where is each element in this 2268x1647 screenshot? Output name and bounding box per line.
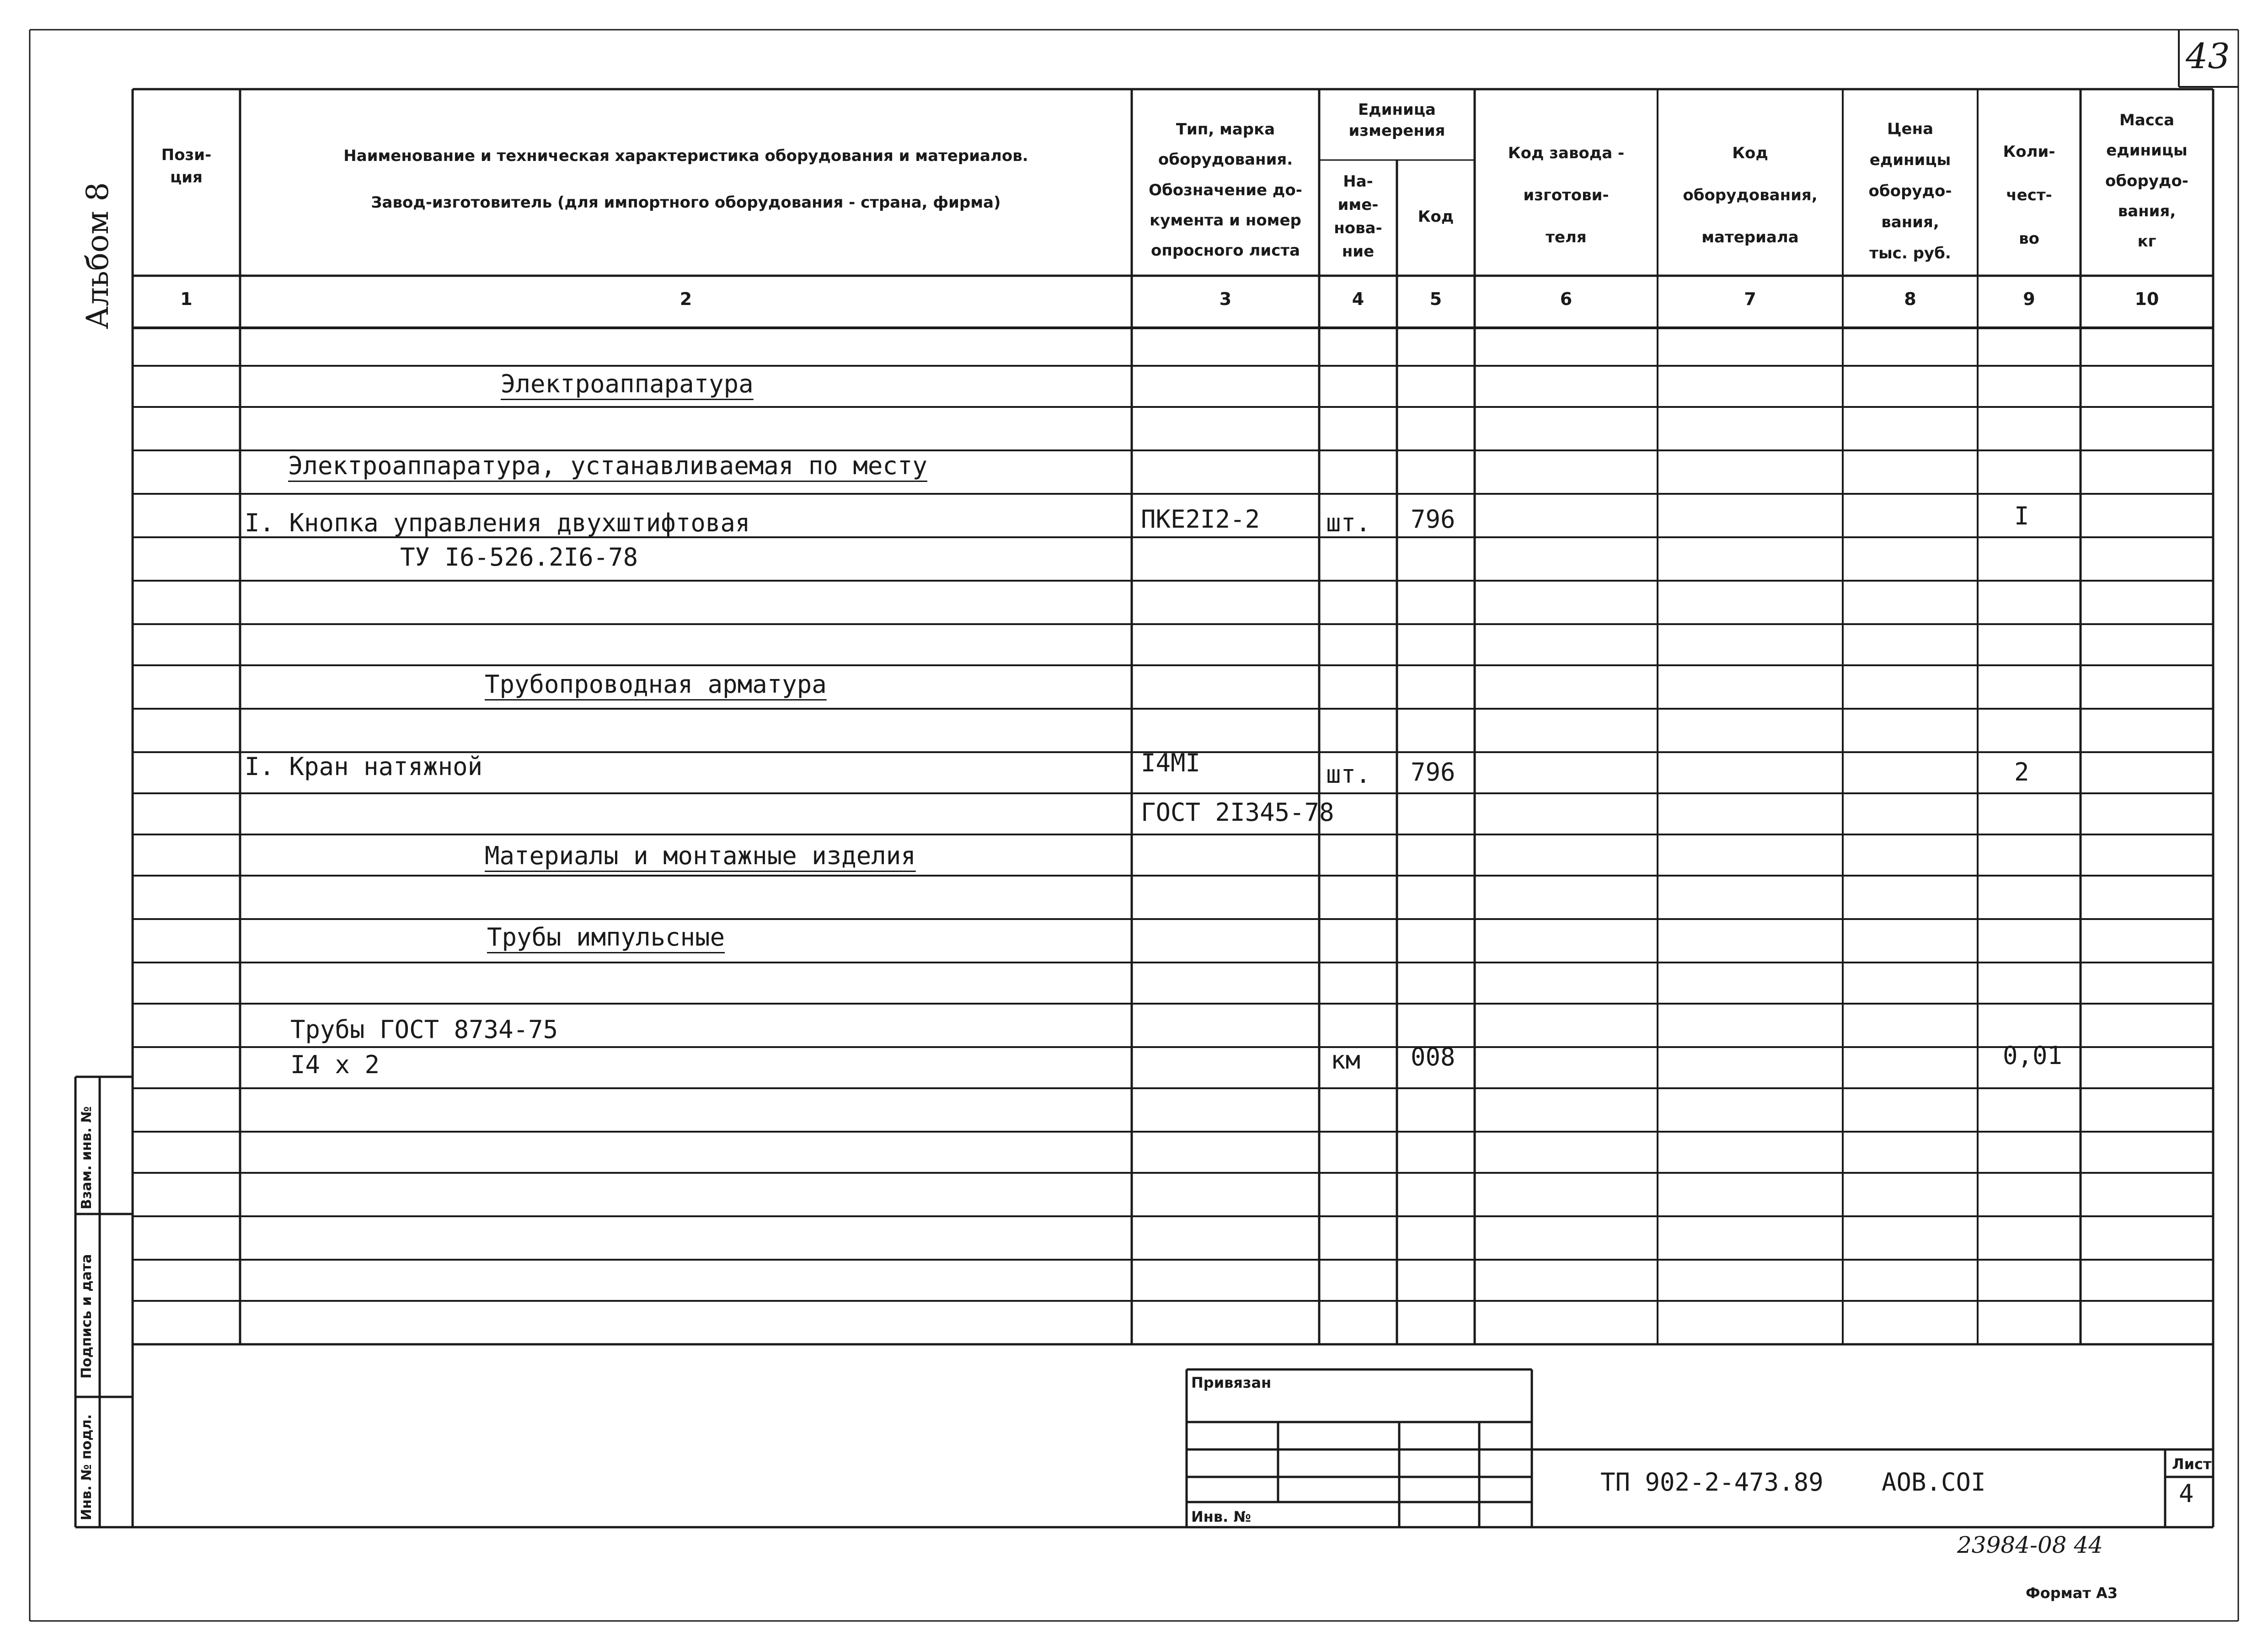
section-pipe-fittings: Трубопроводная арматура: [485, 670, 827, 699]
colnum-8: 8: [1904, 289, 1916, 309]
colnum-2: 2: [679, 289, 692, 309]
item2-doc: ГОСТ 2I345-78: [1141, 798, 1334, 827]
item2-type: I4МI: [1141, 749, 1201, 777]
item1-qty: I: [2014, 502, 2029, 530]
item2-unit: шт.: [1326, 760, 1371, 789]
item1-spec: ТУ I6-526.2I6-78: [400, 543, 638, 572]
item3-name: Трубы ГОСТ 8734-75: [290, 1015, 558, 1044]
section-materials: Материалы и монтажные изделия: [485, 841, 916, 870]
header-unit-group: Единица измерения: [1348, 101, 1445, 140]
header-col2: Наименование и техническая характеристика оборудования и материалов. Завод-изготовитель (для импортного оборудования - страна, фирма): [343, 147, 1028, 212]
item3-size: I4 x 2: [290, 1050, 380, 1079]
colnum-5: 5: [1429, 289, 1442, 309]
sheet-label: Лист: [2172, 1455, 2212, 1473]
item1-name: I. Кнопка управления двухштифтовая: [245, 508, 750, 537]
album-label: Альбом 8: [80, 182, 115, 329]
section-electro: Электроаппаратура: [501, 369, 754, 398]
item3-unit: км: [1331, 1046, 1361, 1075]
stamp-inv-podl: Инв. № подл.: [79, 1414, 95, 1520]
doc-suffix: АОВ.СОI: [1882, 1468, 1986, 1497]
header-col6: Код завода - изготови- теля: [1508, 144, 1625, 246]
section-pipes-impulse: Трубы импульсные: [487, 923, 725, 952]
header-col9: Коли- чест- во: [2003, 143, 2055, 248]
header-col4: На- име- нова- ние: [1334, 172, 1382, 261]
header-col7: Код оборудования, материала: [1683, 144, 1818, 246]
handwritten-code: 23984-08 44: [1957, 1532, 2103, 1558]
colnum-10: 10: [2134, 289, 2159, 309]
colnum-3: 3: [1219, 289, 1232, 309]
privyazan-label: Привязан: [1191, 1374, 1272, 1391]
header-col10: Масса единицы оборудо- вания, кг: [2105, 111, 2188, 251]
colnum-4: 4: [1352, 289, 1364, 309]
header-col1: Пози- ция: [161, 146, 212, 187]
item2-qty: 2: [2014, 758, 2029, 786]
doc-code: ТП 902-2-473.89: [1600, 1468, 1824, 1497]
colnum-9: 9: [2023, 289, 2035, 309]
item1-code: 796: [1411, 505, 1455, 534]
item2-name: I. Кран натяжной: [245, 752, 483, 781]
header-col8: Цена единицы оборудо- вания, тыс. руб.: [1868, 120, 1952, 262]
header-col5: Код: [1418, 208, 1454, 226]
format-label: Формат А3: [2026, 1584, 2118, 1602]
item2-code: 796: [1411, 758, 1455, 786]
header-col3: Тип, марка оборудования. Обозначение до- кумента и номер опросного листа: [1149, 120, 1302, 260]
colnum-6: 6: [1560, 289, 1573, 309]
page-number: 43: [2186, 36, 2230, 76]
colnum-7: 7: [1744, 289, 1756, 309]
sheet-number: 4: [2179, 1479, 2194, 1508]
item3-qty: 0,01: [2003, 1041, 2063, 1070]
inv-no-label: Инв. №: [1191, 1508, 1251, 1525]
colnum-1: 1: [180, 289, 193, 309]
item3-code: 008: [1411, 1043, 1455, 1071]
subsection-electro-place: Электроаппаратура, устанавливаемая по месту: [288, 451, 927, 480]
stamp-podpis-date: Подпись и дата: [79, 1254, 95, 1379]
item1-unit: шт.: [1326, 508, 1371, 537]
item1-type: ПКЕ2I2-2: [1141, 505, 1260, 534]
stamp-vzam-inv: Взам. инв. №: [79, 1106, 95, 1209]
